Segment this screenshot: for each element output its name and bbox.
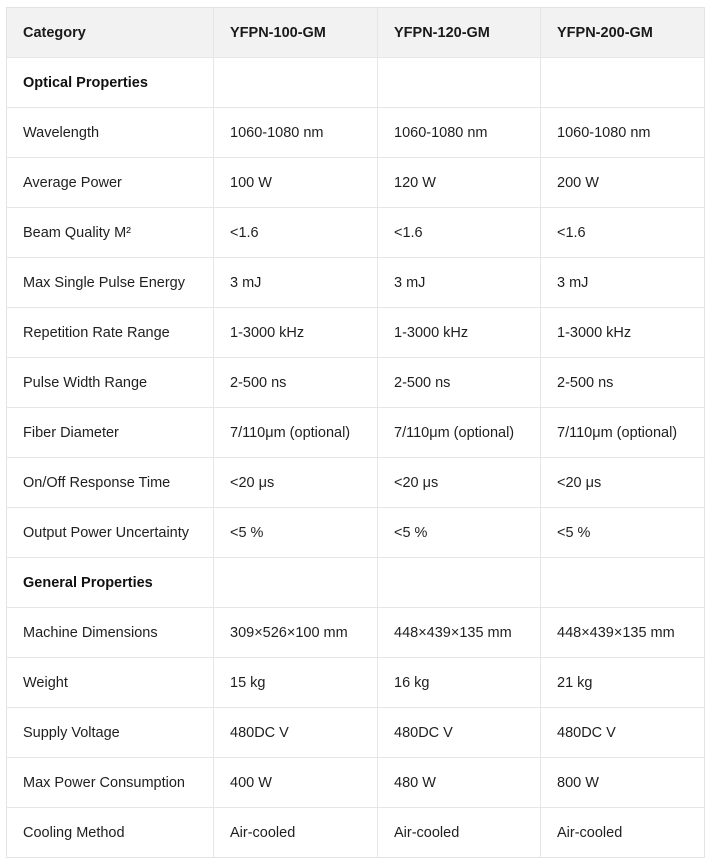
row-label: Average Power: [7, 158, 214, 208]
table-cell: 448×439×135 mm: [541, 608, 705, 658]
table-cell: [214, 558, 378, 608]
table-cell: 3 mJ: [378, 258, 541, 308]
table-cell: 16 kg: [378, 658, 541, 708]
row-label: Fiber Diameter: [7, 408, 214, 458]
row-label: Wavelength: [7, 108, 214, 158]
table-cell: 2-500 ns: [378, 358, 541, 408]
table-cell: 7/110μm (optional): [378, 408, 541, 458]
table-cell: 200 W: [541, 158, 705, 208]
table-row: [7, 108, 705, 158]
table-cell: <1.6: [214, 208, 378, 258]
header-cell-category: Category: [7, 8, 214, 58]
table-cell: <1.6: [378, 208, 541, 258]
table-cell: 1-3000 kHz: [378, 308, 541, 358]
table-cell: 3 mJ: [214, 258, 378, 308]
table-cell: Air-cooled: [214, 808, 378, 858]
table-cell: 480DC V: [214, 708, 378, 758]
row-label: Supply Voltage: [7, 708, 214, 758]
section-heading: General Properties: [7, 558, 214, 608]
table-cell: [378, 558, 541, 608]
header-cell-model: YFPN-120-GM: [378, 8, 541, 58]
table-cell: <20 μs: [214, 458, 378, 508]
row-label: On/Off Response Time: [7, 458, 214, 508]
table-cell: 800 W: [541, 758, 705, 808]
spec-table: [6, 7, 705, 858]
table-cell: [541, 58, 705, 108]
spec-table-container: [6, 7, 704, 858]
table-row: [7, 258, 705, 308]
table-cell: 2-500 ns: [541, 358, 705, 408]
table-cell: 480DC V: [378, 708, 541, 758]
table-row: [7, 658, 705, 708]
header-cell-model: YFPN-100-GM: [214, 8, 378, 58]
table-body: [7, 58, 705, 858]
table-cell: [541, 558, 705, 608]
row-label: Max Power Consumption: [7, 758, 214, 808]
header-row: [7, 8, 705, 58]
table-cell: <20 μs: [378, 458, 541, 508]
table-row: [7, 358, 705, 408]
table-row: [7, 758, 705, 808]
table-row: [7, 508, 705, 558]
row-label: Repetition Rate Range: [7, 308, 214, 358]
table-cell: 120 W: [378, 158, 541, 208]
table-cell: 1060-1080 nm: [541, 108, 705, 158]
table-row: [7, 208, 705, 258]
table-row: [7, 308, 705, 358]
table-cell: <5 %: [541, 508, 705, 558]
table-row: [7, 158, 705, 208]
table-cell: 480DC V: [541, 708, 705, 758]
table-cell: [378, 58, 541, 108]
table-cell: Air-cooled: [557, 824, 623, 841]
table-cell: [214, 58, 378, 108]
table-cell: 7/110μm (optional): [541, 408, 705, 458]
table-cell: 100 W: [214, 158, 378, 208]
row-label: Pulse Width Range: [7, 358, 214, 408]
table-cell: <5 %: [214, 508, 378, 558]
table-cell: 480 W: [378, 758, 541, 808]
table-cell: 1060-1080 nm: [214, 108, 378, 158]
row-label: Output Power Uncertainty: [7, 508, 214, 558]
table-header: [7, 8, 705, 58]
table-cell: 1-3000 kHz: [214, 308, 378, 358]
table-cell: 400 W: [214, 758, 378, 808]
row-label: Max Single Pulse Energy: [7, 258, 214, 308]
header-cell-model: YFPN-200-GM: [541, 8, 705, 58]
table-cell: 7/110μm (optional): [214, 408, 378, 458]
table-cell: 21 kg: [541, 658, 705, 708]
table-row: [7, 458, 705, 508]
table-cell: 3 mJ: [541, 258, 705, 308]
table-cell: 2-500 ns: [214, 358, 378, 408]
table-row: [7, 808, 705, 858]
row-label: Cooling Method: [7, 808, 214, 858]
row-label: Machine Dimensions: [7, 608, 214, 658]
table-cell: 1-3000 kHz: [541, 308, 705, 358]
section-row: [7, 58, 705, 108]
row-label: Beam Quality M²: [7, 208, 214, 258]
table-row: [7, 708, 705, 758]
table-cell: 309×526×100 mm: [214, 608, 378, 658]
table-row: [7, 408, 705, 458]
table-cell: <1.6: [541, 208, 705, 258]
table-row: [7, 608, 705, 658]
table-cell: 1060-1080 nm: [378, 108, 541, 158]
section-row: [7, 558, 705, 608]
table-cell: 448×439×135 mm: [378, 608, 541, 658]
table-cell: 15 kg: [214, 658, 378, 708]
section-heading: Optical Properties: [7, 58, 214, 108]
table-cell: <5 %: [378, 508, 541, 558]
row-label: Weight: [7, 658, 214, 708]
table-cell: <20 μs: [541, 458, 705, 508]
table-cell: Air-cooled: [378, 808, 541, 858]
